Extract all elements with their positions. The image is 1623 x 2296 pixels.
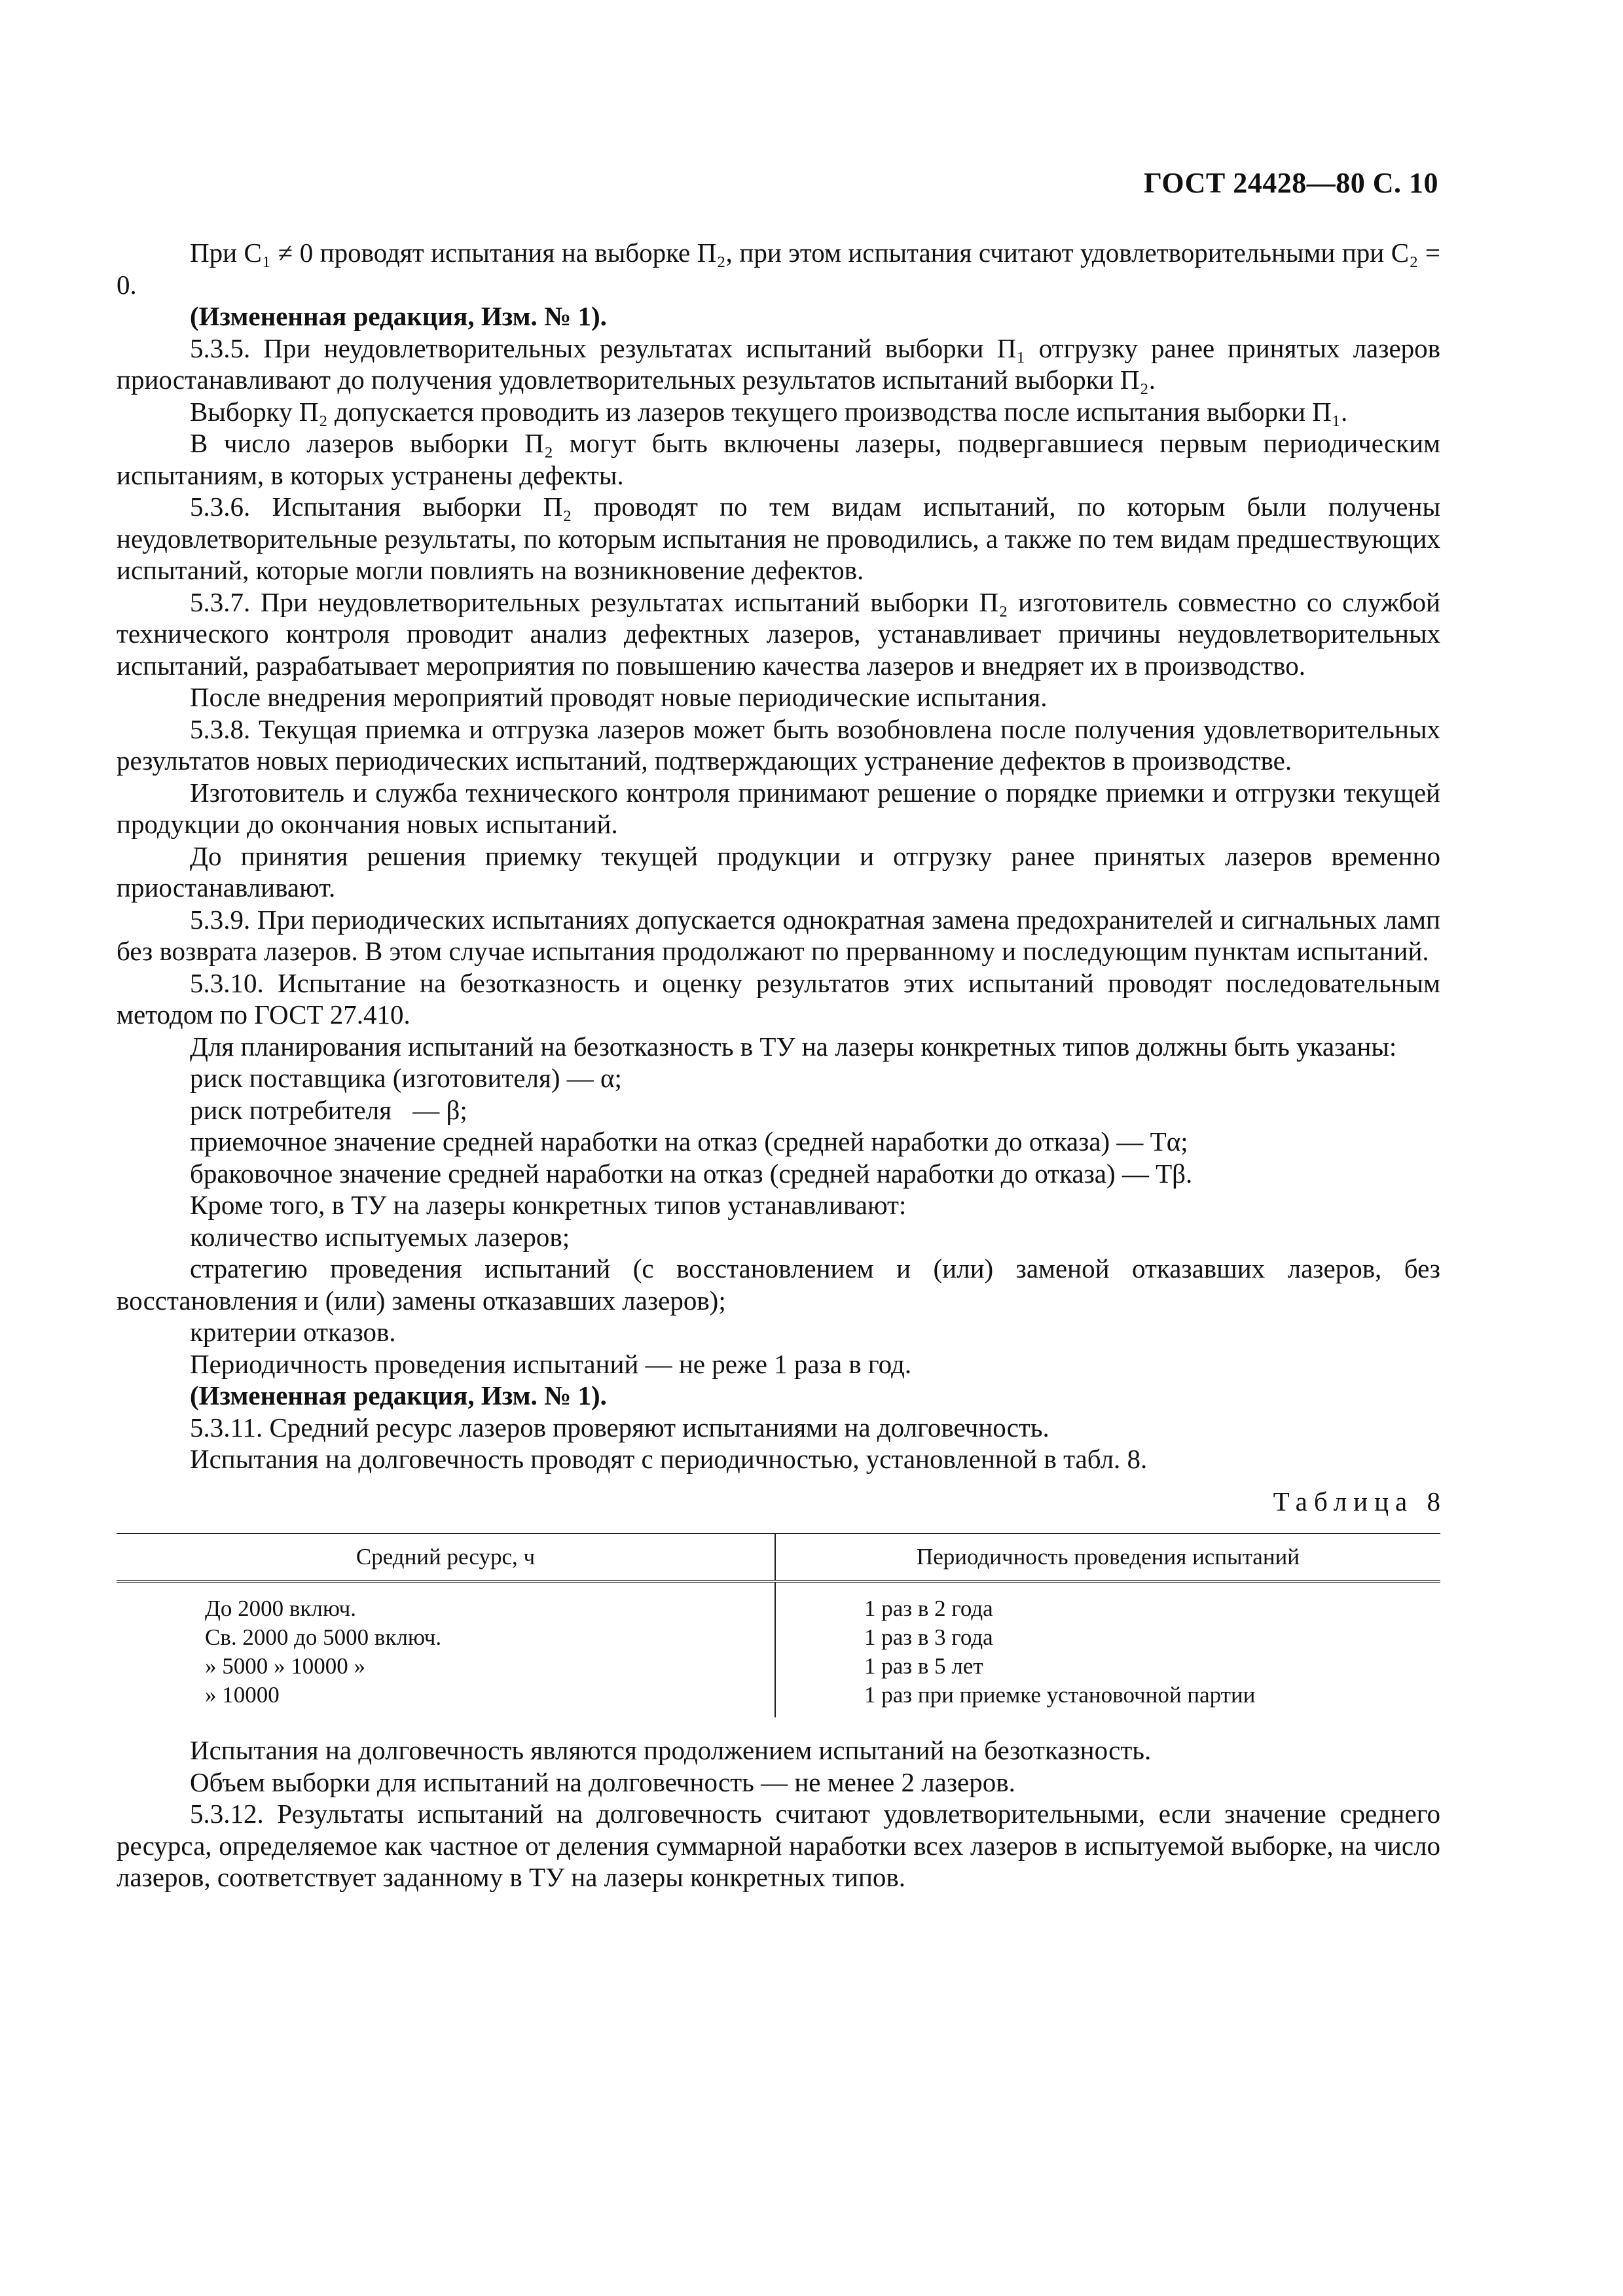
risk-consumer-value: — β;: [412, 1094, 467, 1125]
resource-value: » 10000: [205, 1682, 280, 1708]
paragraph-5-3-9: 5.3.9. При периодических испытаниях допускается однократная замена предохранителей и сигнальных ламп без возврата лазеров. В этом случае испытания продолжают по прерванному и последующим пунктам испытаний.: [117, 904, 1440, 966]
risk-supplier-line: [117, 1062, 1440, 1094]
resource-value: До 2000 включ.: [205, 1596, 357, 1621]
table-caption: Таблица 8: [1273, 1486, 1447, 1516]
document-body: [117, 237, 1447, 1893]
risk-consumer-line: [117, 1094, 1440, 1126]
amendment-note: (Измененная редакция, Изм. № 1).: [190, 301, 607, 331]
paragraph: Для планирования испытаний на безотказность в ТУ на лазеры конкретных типов должны быть указаны:: [190, 1031, 1397, 1062]
periodicity-value: 1 раз при приемке установочной партии: [864, 1682, 1256, 1708]
list-line: Испытания на долговечность проводят с периодичностью, установленной в табл. 8.: [190, 1444, 1148, 1474]
resource-value: Св. 2000 до 5000 включ.: [205, 1624, 442, 1650]
table-header-row: [117, 1534, 1440, 1581]
paragraph: После внедрения мероприятий проводят новые периодические испытания.: [190, 682, 1048, 712]
periodicity-value: 1 раз в 2 года: [864, 1596, 993, 1621]
list-line: количество испытуемых лазеров;: [190, 1221, 570, 1252]
list-line: критерии отказов.: [190, 1317, 396, 1347]
risk-supplier-label: риск поставщика (изготовителя): [190, 1063, 560, 1093]
paragraph-5-3-7: 5.3.7. При неудовлетворительных результатах испытаний выборки П₂ изготовитель совместно со службой технического контроля проводит анализ дефектных лазеров, устанавливает причины неудовлетворительных испытаний, разрабатывает мероприятия по повышению качества лазеров и внедряет их в производство.: [117, 586, 1440, 681]
risk-consumer-label: риск потребителя: [190, 1094, 392, 1125]
paragraph: В число лазеров выборки П₂ могут быть включены лазеры, подвергавшиеся первым периодическим испытаниям, в которых устранены дефекты.: [117, 428, 1440, 490]
paragraph: До принятия решения приемку текущей продукции и отгрузку ранее принятых лазеров временно приостанавливают.: [117, 840, 1440, 903]
table-8: [117, 1533, 1440, 1717]
list-line: Периодичность проведения испытаний — не реже 1 раза в год.: [190, 1348, 912, 1379]
page-header: ГОСТ 24428—80 С. 10: [1143, 167, 1438, 199]
paragraph: Испытания на долговечность являются продолжением испытаний на безотказность.: [190, 1735, 1152, 1765]
list-line: стратегию проведения испытаний (с восстановлением и (или) заменой отказавших лазеров, без восстановления и (или) замены отказавших лазеров);: [117, 1253, 1440, 1316]
table-cell-periodicity: [775, 1581, 1440, 1717]
list-line: браковочное значение средней наработки на отказ (средней наработки до отказа) — Tβ.: [190, 1158, 1193, 1189]
resource-value: » 5000 » 10000 »: [205, 1653, 365, 1679]
risk-supplier-value: — α;: [566, 1063, 622, 1093]
paragraph: Выборку П₂ допускается проводить из лазеров текущего производства после испытания выборки П₁.: [190, 396, 1348, 427]
paragraph-5-3-11: 5.3.11. Средний ресурс лазеров проверяют испытаниями на долговечность.: [190, 1412, 1049, 1443]
table-header-cell: Периодичность проведения испытаний: [775, 1534, 1440, 1581]
list-line: Кроме того, в ТУ на лазеры конкретных типов устанавливают:: [190, 1190, 907, 1220]
table-row: [117, 1581, 1440, 1717]
paragraph-5-3-6: 5.3.6. Испытания выборки П₂ проводят по тем видам испытаний, по которым были получены неудовлетворительные результаты, по которым испытания не проводились, а также по тем видам предшествующих испытаний, которые могли повлиять на возникновение дефектов.: [117, 492, 1440, 585]
paragraph: При C₁ ≠ 0 проводят испытания на выборке П₂, при этом испытания считают удовлетворительными при C₂ = 0.: [117, 238, 1440, 300]
periodicity-value: 1 раз в 3 года: [864, 1624, 993, 1650]
list-line: приемочное значение средней наработки на отказ (средней наработки до отказа) — Tα;: [190, 1126, 1188, 1157]
paragraph-5-3-10: 5.3.10. Испытание на безотказность и оценку результатов этих испытаний проводят последовательным методом по ГОСТ 27.410.: [117, 967, 1440, 1030]
paragraph: Изготовитель и служба технического контроля принимают решение о порядке приемки и отгрузки текущей продукции до окончания новых испытаний.: [117, 777, 1440, 839]
table-cell-resource: [117, 1581, 775, 1717]
paragraph-5-3-12: 5.3.12. Результаты испытаний на долговечность считают удовлетворительными, если значение среднего ресурса, определяемое как частное от деления суммарной наработки всех лазеров в испытуемой выборке, на число лазеров, соответствует заданному в ТУ на лазеры конкретных типов.: [117, 1799, 1440, 1892]
table-header-cell: Средний ресурс, ч: [117, 1534, 775, 1581]
paragraph: Объем выборки для испытаний на долговечность — не менее 2 лазеров.: [190, 1767, 1015, 1797]
paragraph-5-3-8: 5.3.8. Текущая приемка и отгрузка лазеров может быть возобновлена после получения удовлетворительных результатов новых периодических испытаний, подтверждающих устранение дефектов в производстве.: [117, 713, 1440, 776]
amendment-note: (Измененная редакция, Изм. № 1).: [190, 1380, 607, 1410]
periodicity-value: 1 раз в 5 лет: [864, 1653, 983, 1679]
paragraph-5-3-5: 5.3.5. При неудовлетворительных результатах испытаний выборки П₁ отгрузку ранее принятых лазеров приостанавливают до получения удовлетворительных результатов испытаний выборки П₂.: [117, 332, 1440, 395]
